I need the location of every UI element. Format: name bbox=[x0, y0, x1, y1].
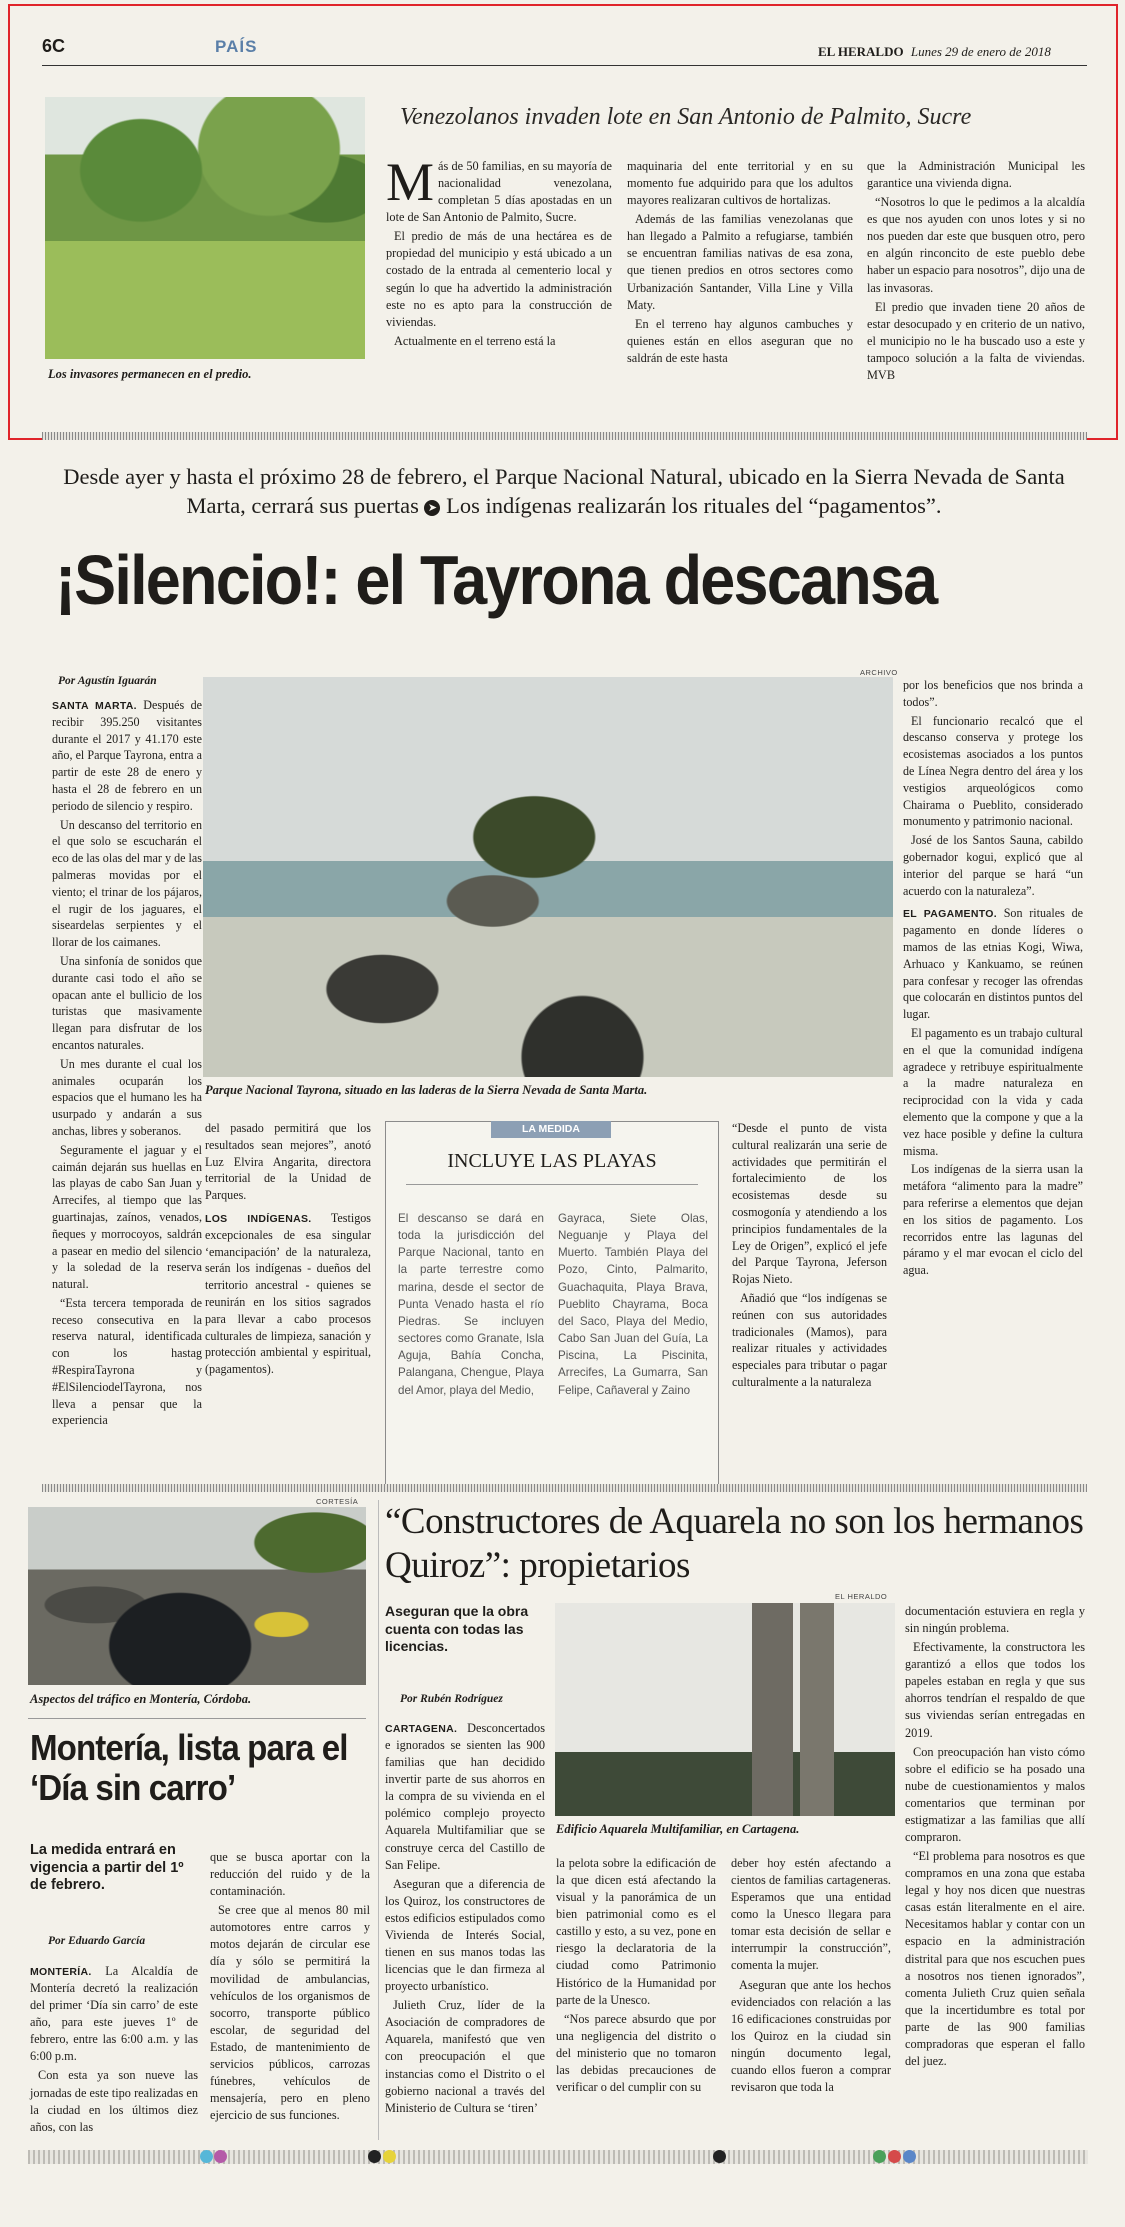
story4-col2 bbox=[556, 1855, 716, 2098]
story1-col1-p2: El predio de más de una hectárea es de propiedad del municipio y está ubicado a un costado de la entrada al cementerio local y según lo que ha advertido la administración este no es apto para la construcción de viviendas. bbox=[386, 229, 612, 329]
story3-rule bbox=[28, 1718, 366, 1719]
story3-byline: Por Eduardo García bbox=[48, 1935, 146, 1947]
story4-col4-p3: Con preocupación han visto cómo sobre el edificio se ha posado una nube de cuestionamientos y malos comentarios que terminan por estigmatizar a las familias que allí compraron. bbox=[905, 1744, 1085, 1845]
registration-marks bbox=[28, 2150, 1088, 2180]
issue-date: Lunes 29 de enero de 2018 bbox=[910, 44, 1051, 59]
story1-col3-p1: que la Administración Municipal les garantice una vivienda digna. bbox=[867, 159, 1085, 191]
story3-col2-p2: Se cree que al menos 80 mil automotores entre carros y motos dejarán de circular ese día y sólo se permitirá la movilidad de ambulancias, vehículos de los organismos de socorro, transporte público escolar, de seguridad del Estado, de mantenimiento de servicios públicos, carrozas fúnebres, vehículos de mensajería, pero en pleno ejercicio de sus funciones. bbox=[210, 1903, 370, 2123]
story1-col3 bbox=[867, 158, 1085, 386]
story4-col3-p1: deber hoy estén afectando a cientos de familias cartageneras. Esperamos que una entidad como la Unesco llegara para tomar esta decisión de sellar e interrumpir la construcción”, comenta la mujer. bbox=[731, 1856, 891, 1973]
story2-headline: ¡Silencio!: el Tayrona descansa bbox=[55, 541, 937, 619]
story1-photo bbox=[45, 97, 365, 359]
divider-hatch-2 bbox=[42, 1484, 1087, 1492]
story2-col5 bbox=[903, 677, 1083, 1281]
story2-col2 bbox=[205, 1120, 371, 1380]
story3-col2-p1: que se busca aportar con la reducción del ruido y de la contaminación. bbox=[210, 1850, 370, 1899]
story2-col5-p5: El pagamento es un trabajo cultural en el que la comunidad indígena agradece y retribuye espiritualmente a la madre naturaleza en reciprocidad con la vida y cada elemento que la compone y que a la vez hace posible y define la cultura misma. bbox=[903, 1025, 1083, 1158]
story2-col4-p2: Añadió que “los indígenas se reúnen con sus autoridades tradicionales (Mamos), para realizar rituales y actividades especiales para tributar o pagar culturalmente a la naturaleza bbox=[732, 1290, 887, 1389]
registration-dot-magenta-icon bbox=[214, 2150, 227, 2163]
story2-deck-text2: Los indígenas realizarán los rituales del “pagamentos”. bbox=[446, 493, 942, 519]
registration-dot-blue-icon bbox=[903, 2150, 916, 2163]
box-left-text: El descanso se dará en toda la jurisdicción del Parque Nacional, tanto en la parte terrestre como marina, desde el sector de Punta Venado hasta el río Piedras. Se incluyen sectores como Granate, Isla Aguja, Bahía Concha, Palangana, Chengue, Playa del Amor, playa del Medio, bbox=[398, 1212, 544, 1397]
story2-byline: Por Agustín Iguarán bbox=[58, 675, 157, 687]
box-right-text: Gayraca, Siete Olas, Neguanje y Playa del Muerto. También Playa del Pozo, Cinto, Palmarito, Guachaquita, Playa Brava, Pueblito Chayrama, Boca del Saco, Playa del Medio, Cabo San Juan del Guía, La Piscina, La Piscinita, Arrecifes, La Gumarra, San Felipe, Cañaveral y Zaino bbox=[558, 1212, 708, 1397]
registration-dot-red-icon bbox=[888, 2150, 901, 2163]
story4-col4-p4: “El problema para nosotros es que compramos en una zona que estaba legal y hoy nos dicen que nuestras casas están literalmente en el aire. Necesitamos hablar y contar con un espacio en la administración distrital para que nos escuchen pues a nosotros nos tienen ignorados”, comenta Julieth Cruz quien señala que la incertidumbre es total por parte de las 900 familias compradoras que esperan el fallo del juez. bbox=[905, 1849, 1085, 2069]
story1-col2-p1: maquinaria del ente territorial y en su momento fue adquirido para que los adultos mayores realizaran cultivos de hortalizas. bbox=[627, 159, 853, 208]
section-label: PAÍS bbox=[215, 37, 258, 56]
story2-col1-p1 bbox=[52, 697, 202, 815]
story1-dropcap: M bbox=[386, 152, 435, 212]
story4-byline: Por Rubén Rodríguez bbox=[400, 1693, 503, 1705]
story1-col2 bbox=[627, 158, 853, 369]
story3-col1-text1: La Alcaldía de Montería decretó la realización del primer ‘Día sin carro’ de este año, para este jueves 1º de febrero, entre las 6:00 a.m. y las 6:00 p.m. bbox=[30, 1964, 198, 2064]
story2-lead: SANTA MARTA. bbox=[52, 700, 137, 712]
story3-deck: La medida entrará en vigencia a partir del 1º de febrero. bbox=[30, 1842, 184, 1894]
story2-col2-text2: Testigos excepcionales de esa singular ‘emancipación’ de la naturaleza, serán los indígenas - dueños del territorio ancestral - quienes se reunirán en los sitios sagrados para llevar a cabo procesos culturales de limpieza, sanación y protección ambiental y espiritual, (pagamentos). bbox=[205, 1210, 371, 1377]
story2-indigenas-lead: LOS INDÍGENAS. bbox=[205, 1212, 312, 1225]
story2-photo bbox=[203, 677, 893, 1077]
story2-col1-p3: Una sinfonía de sonidos que durante casi todo el año se opacan ante el bullicio de los turistas que masivamente llegan para disfrutar de los encantos naturales. bbox=[52, 953, 202, 1052]
box-tag: LA MEDIDA bbox=[491, 1121, 611, 1138]
story4-col1 bbox=[385, 1720, 545, 2119]
arrow-right-icon: ➤ bbox=[424, 500, 440, 516]
story3-photo bbox=[28, 1507, 366, 1685]
story4-headline: “Constructores de Aquarela no son los hermanos Quiroz”: propietarios bbox=[385, 1501, 1084, 1587]
story2-deck bbox=[40, 462, 1088, 521]
story1-caption: Los invasores permanecen en el predio. bbox=[48, 367, 252, 381]
story4-caption: Edificio Aquarela Multifamiliar, en Cartagena. bbox=[556, 1822, 800, 1836]
story3-col1 bbox=[30, 1963, 198, 2138]
registration-dot-cyan-icon bbox=[200, 2150, 213, 2163]
story2-col5-p4 bbox=[903, 905, 1083, 1023]
story2-col4 bbox=[732, 1120, 887, 1393]
story3-caption: Aspectos del tráfico en Montería, Córdoba. bbox=[30, 1692, 252, 1706]
story4-col1-p1 bbox=[385, 1720, 545, 1874]
story2-col4-p1: “Desde el punto de vista cultural realizarán una serie de actividades que permitirán el fortalecimiento de los ecosistemas desde su cosmogonía y atendiendo a los principios fundamentales de la Ley de Origen”, explicó el jefe del Parque Tayrona, Jeferson Rojas Nieto. bbox=[732, 1121, 887, 1287]
story2-col1 bbox=[52, 697, 202, 1431]
story2-col1-p2: Un descanso del territorio en el que solo se escucharán el eco de las olas del mar y de las palmeras movidas por el viento; el trinar de los pájaros, el rugir de los jaguares, el siseardelas serpientes y el llorar de los caimanes. bbox=[52, 817, 202, 950]
story2-pagamento-lead: EL PAGAMENTO. bbox=[903, 908, 997, 921]
story1-col1-p3: Actualmente en el terreno está la bbox=[394, 333, 556, 348]
story2-col1-p4: Un mes durante el cual los animales ocuparán los espacios que el humano les ha usurpado y andarán a sus anchas, libres y soberanos. bbox=[52, 1056, 202, 1138]
story4-col4 bbox=[905, 1603, 1085, 2072]
story2-caption: Parque Nacional Tayrona, situado en las laderas de la Sierra Nevada de Santa Marta. bbox=[205, 1083, 648, 1097]
story1-col2-p2: Además de las familias venezolanas que han llegado a Palmito a refugiarse, también se encuentran familias nativas de esa zona, que tienen predios en otros sectores como Urbanización Santander, Villa Line y Villa Maty. bbox=[627, 212, 853, 312]
story4-photo bbox=[555, 1603, 895, 1816]
story4-deck: Aseguran que la obra cuenta con todas las licencias. bbox=[385, 1603, 529, 1654]
story1-title: Venezolanos invaden lote en San Antonio de Palmito, Sucre bbox=[400, 104, 972, 130]
story1-col3-p3: El predio que invaden tiene 20 años de estar desocupado y en criterio de un nativo, el municipio no le ha buscado uso a este y tampoco solución a la falta de viviendas. MVB bbox=[867, 299, 1085, 382]
story2-deck-text: Desde ayer y hasta el próximo 28 de febrero, el Parque Nacional Natural, ubicado en la Sierra Nevada de Santa Marta, cerrará sus puertas bbox=[63, 464, 1065, 519]
registration-dot-black2-icon bbox=[713, 2150, 726, 2163]
story2-photo-credit: ARCHIVO bbox=[860, 668, 898, 677]
story3-col1-p1 bbox=[30, 1963, 198, 2065]
story2-col5-text4: Son rituales de pagamento en donde líderes o mamos de las etnias Kogi, Wiwa, Arhuaco y Kankuamo, se reúnen para confesar y recoger las ofrendas que colocarán en distintos puntos del lugar. bbox=[903, 906, 1083, 1022]
story1-col2-p3: En el terreno hay algunos cambuches y quienes están en ellos aseguran que no saldrán de este hasta bbox=[627, 316, 853, 365]
story4-col2-p2: “Nos parece absurdo que por una negligencia del distrito o del ministerio que no tomaron las debidas precauciones de verificar o del cumplir con su bbox=[556, 2011, 716, 2095]
story3-col1-p2: Con esta ya son nueve las jornadas de este tipo realizadas en la ciudad en los últimos diez años, con las bbox=[30, 2068, 198, 2134]
registration-dot-black-icon bbox=[368, 2150, 381, 2163]
registration-dot-green-icon bbox=[873, 2150, 886, 2163]
story2-col2-p1: del pasado permitirá que los resultados sean mejores”, anotó Luz Elvira Angarita, directora territorial de la Unidad de Parques. bbox=[205, 1121, 371, 1203]
story2-box bbox=[385, 1121, 719, 1485]
story4-col3-p2: Aseguran que ante los hechos evidenciados con relación a las 16 edificaciones construidas por los Quiroz en la ciudad sin ningún documento legal, cuando ellos fueron a comprar revisaron que toda la bbox=[731, 1977, 891, 2095]
story2-col5-p3: José de los Santos Sauna, cabildo gobernador kogui, explicó que al interior del parque se hará “un acuerdo con la naturaleza”. bbox=[903, 833, 1083, 898]
story4-col2-p1: la pelota sobre la edificación de la que dicen está afectando la visual y la panorámica de un bien patrimonial como es el castillo y esto, a su vez, pone en riesgo la declaratoria de la ciudad como Patrimonio Histórico de la Humanidad por parte de la Unesco. bbox=[556, 1856, 716, 2007]
story4-col1-text1: Desconcertados e ignorados se sienten las 900 familias que han decidido invertir parte de sus ahorros en la compra de su vivienda en el polémico complejo proyecto Aquarela Multifamiliar que se construye cerca del Castillo de San Felipe. bbox=[385, 1721, 545, 1872]
story1-col3-p2: “Nosotros lo que le pedimos a la alcaldía es que nos ayuden con unos lotes y si no nos pueden dar este que busquen otro, pero en algún rinconcito de este pueblo debe haber un espacio para nosotros”, dijo una de las invasoras. bbox=[867, 195, 1085, 295]
story4-col4-p2: Efectivamente, la constructora les garantizó a ellos que todos los papeles estaban en regla y que sus ahorros tendrían el respaldo de que sus viviendas serían entregadas en 2019. bbox=[905, 1640, 1085, 1740]
story2-col1-p5: Seguramente el jaguar y el caimán dejarán sus huellas en las playas de cabo San Juan y Arrecifes, al tiempo que las guartinajas, zaínos, venados, ñeques y morrocoyos, saldrán a pasear en medio del silencio y la soledad de la reserva natural. bbox=[52, 1142, 202, 1292]
story4-col1-p2: Aseguran que a diferencia de los Quiroz, los constructores de estos edificios estipulados como Vivienda de Interés Social, tienen en sus manos todas las licencias que le dan firmeza al proyecto urbanístico. bbox=[385, 1876, 545, 1994]
story4-lead: CARTAGENA. bbox=[385, 1723, 458, 1735]
divider-hatch-1 bbox=[42, 432, 1087, 440]
story2-col5-p1: por los beneficios que nos brinda a todos”. bbox=[903, 678, 1083, 709]
box-title: INCLUYE LAS PLAYAS bbox=[447, 1150, 657, 1172]
story2-col5-p6: Los indígenas de la sierra usan la metáfora “alimento para la madre” para referirse a elementos que dejan en los sitios de pagamento. Los recorridos entre las lagunas del páramo y el mar evocan el ciclo del agua. bbox=[903, 1162, 1083, 1278]
story4-col4-p1: documentación estuviera en regla y sin ningún problema. bbox=[905, 1604, 1085, 1636]
story2-col5-p2: El funcionario recalcó que el descanso conserva y protege los ecosistemas asociados a los puntos de Línea Negra dentro del área y los vestigios arqueológicos como Chairama o Pueblito, considerado monumento y patrimonio nacional. bbox=[903, 713, 1083, 829]
page-number: 6C bbox=[42, 36, 66, 56]
story4-col3 bbox=[731, 1855, 891, 2098]
story4-photo-credit: EL HERALDO bbox=[835, 1592, 888, 1601]
story4-col1-p3: Julieth Cruz, líder de la Asociación de compradores de Aquarela, manifestó que ven con preocupación el que instancias como el Distrito o el gobierno nacional a través del Ministerio de Cultura se ‘tiren’ bbox=[385, 1998, 545, 2115]
story2-col1-p6: “Esta tercera temporada de receso consecutiva en la reserva natural, identificada con los hastag #RespiraTayrona y #ElSilenciodelTayrona, nos lleva a pensar que la experiencia bbox=[52, 1295, 202, 1428]
story1-col1-p1: ás de 50 familias, en su mayoría de nacionalidad venezolana, completan 5 días apostadas en un lote de San Antonio de Palmito, Sucre. bbox=[386, 159, 612, 225]
story-separator-vertical bbox=[378, 1500, 379, 2140]
story3-lead: MONTERÍA. bbox=[30, 1966, 92, 1978]
story2-col1-text1: Después de recibir 395.250 visitantes durante el 2017 y 41.170 este año, el Parque Tayrona, entra a partir de este 28 de enero y hasta el 28 de febrero en un periodo de silencio y respiro. bbox=[52, 698, 202, 813]
story2-col2-p2 bbox=[205, 1210, 371, 1378]
paper-name: EL HERALDO bbox=[818, 44, 904, 59]
story3-headline: Montería, lista para el ‘Día sin carro’ bbox=[30, 1727, 348, 1809]
story3-col2 bbox=[210, 1849, 370, 2126]
story3-photo-credit: CORTESÍA bbox=[316, 1497, 359, 1506]
story1-col1 bbox=[386, 152, 612, 352]
box-title-rule bbox=[406, 1184, 698, 1185]
registration-dot-yellow-icon bbox=[383, 2150, 396, 2163]
